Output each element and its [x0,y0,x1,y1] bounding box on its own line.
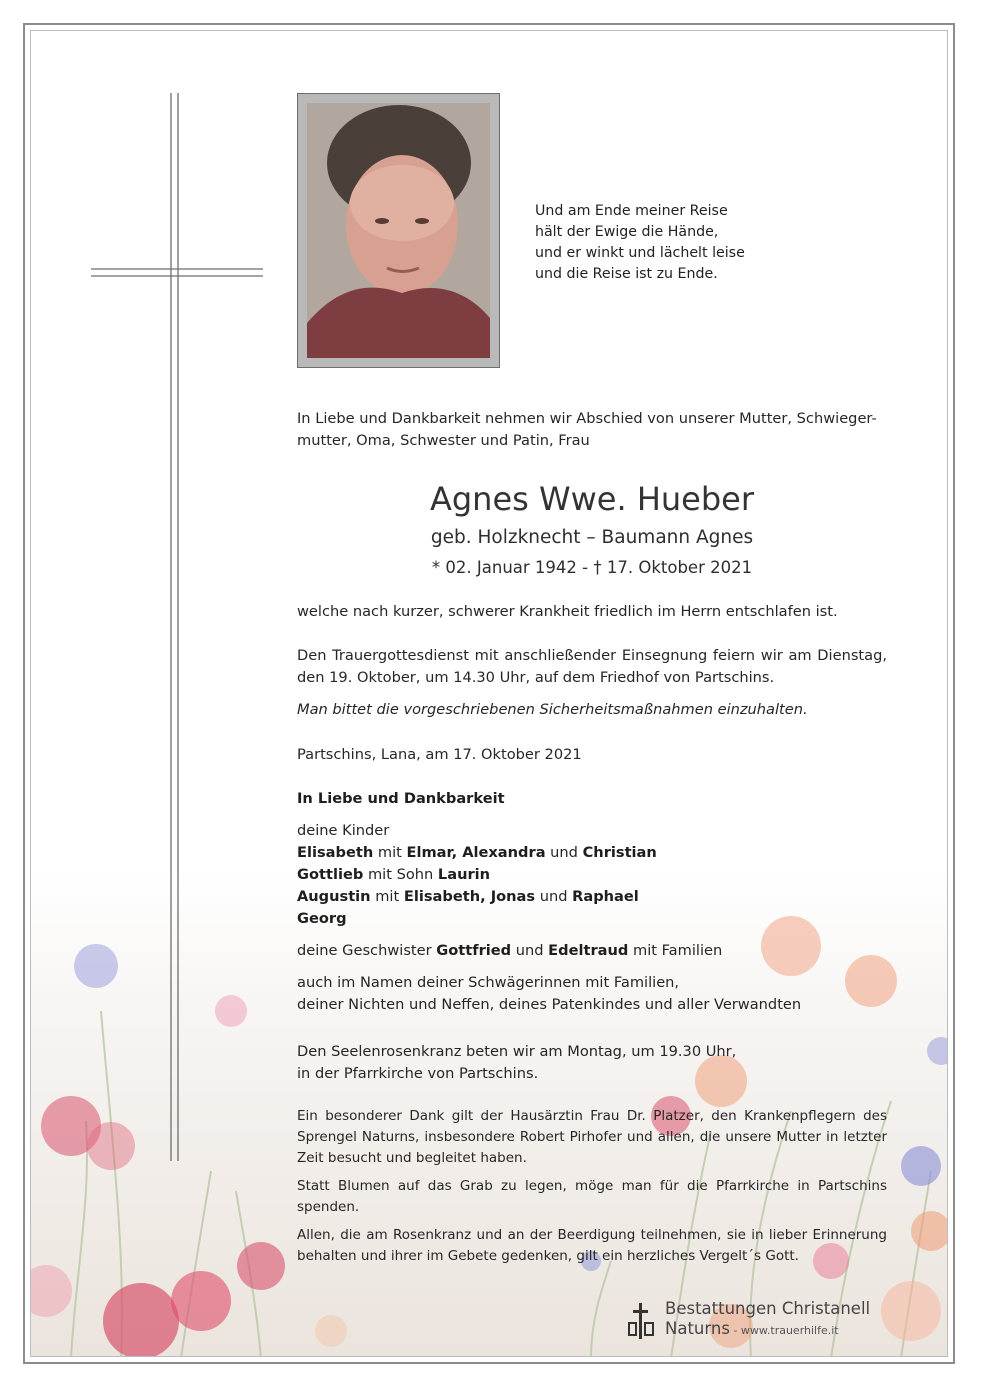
funeral-home-url[interactable]: - www.trauerhilfe.it [729,1324,839,1337]
safety-note: Man bittet die vorgeschriebenen Sicherheitsmaßnahmen einzuhalten. [297,701,808,718]
rosary-text [297,1041,887,1085]
child-row [297,886,887,908]
mourners-list [297,788,887,1016]
connector: mit [373,844,407,861]
poem [535,201,795,285]
flowers-text: Statt Blumen auf das Grab zu legen, möge man für die Pfarrkirche in Partschins spenden. [297,1178,887,1215]
funeral-home-subline [665,1319,839,1341]
funeral-home-emblem-icon [627,1303,655,1339]
funeral-home-name: Bestattungen Christanell [665,1299,871,1318]
relatives-line: deiner Nichten und Neffen, deines Patenkindes und aller Verwandten [297,996,802,1013]
mourners-heading [297,788,887,810]
service-text: Den Trauergottesdienst mit anschließender Einsegnung feiern wir am Dienstag, den 19. Oktober, um 14.30 Uhr, auf dem Friedhof von Partschins. [297,647,887,686]
child-row [297,864,887,886]
connector: und [545,844,583,861]
relatives-line: auch im Namen deiner Schwägerinnen mit Familien, [297,974,680,991]
place-date: Partschins, Lana, am 17. Oktober 2021 [297,746,582,763]
passing-text: welche nach kurzer, schwerer Krankheit friedlich im Herrn entschlafen ist. [297,603,838,620]
life-dates: * 02. Januar 1942 - † 17. Oktober 2021 [431,558,753,577]
rosary-line: Den Seelenrosenkranz beten wir am Montag, um 19.30 Uhr, [297,1043,737,1060]
funeral-home-logo [627,1299,927,1343]
child-name: Gottlieb [297,866,364,883]
connector: mit Familien [628,942,723,959]
intro-line: mutter, Oma, Schwester und Patin, Frau [297,432,590,449]
intro-text [297,408,887,452]
grandchild-name: Raphael [572,888,639,905]
portrait-image [307,103,490,358]
grandchild-name: Laurin [437,866,491,883]
child-name: Augustin [297,888,371,905]
connector: mit Sohn [363,866,438,883]
obituary-card [30,30,948,1357]
mourners-heading-text: In Liebe und Dankbarkeit [297,790,505,807]
connector: mit [370,888,404,905]
connector: deine Geschwister [297,942,437,959]
connector: und [511,942,549,959]
child-name: Elisabeth [297,844,374,861]
intro-line: In Liebe und Dankbarkeit nehmen wir Abschied von unserer Mutter, Schwieger- [297,410,877,427]
child-name: Georg [297,910,347,927]
portrait-frame [297,93,500,368]
child-row [297,842,887,864]
poem-line: Und am Ende meiner Reise [535,203,728,219]
poem-line: hält der Ewige die Hände, [535,224,719,240]
deceased-name: Agnes Wwe. Hueber [429,480,755,518]
portrait-photo [307,103,490,358]
partner-name: Elmar, Alexandra [406,844,546,861]
birth-name: geb. Holzknecht – Baumann Agnes [430,527,754,548]
child-row [297,908,887,930]
gratitude-text: Allen, die am Rosenkranz und an der Beerdigung teilnehmen, sie in lieber Erinnerung behalten und ihrer im Gebete gedenken, gilt ein herzliches Vergelt´s Gott. [297,1227,887,1264]
siblings-row [297,940,887,962]
rosary-line: in der Pfarrkirche von Partschins. [297,1065,539,1082]
poem-line: und er winkt und lächelt leise [535,245,745,261]
partner-name: Elisabeth, Jonas [403,888,536,905]
poem-line: und die Reise ist zu Ende. [535,266,718,282]
grandchild-name: Christian [582,844,657,861]
thanks-text: Ein besonderer Dank gilt der Hausärztin Frau Dr. Platzer, den Krankenpflegern des Sprengel Naturns, insbesondere Robert Pirhofer und allen, die unsere Mutter in letzter Zeit besucht und begleitet haben. [297,1108,887,1166]
funeral-home-town: Naturns [665,1319,730,1338]
connector: und [535,888,573,905]
children-label: deine Kinder [297,822,390,839]
sibling-name: Edeltraud [548,942,629,959]
sibling-name: Gottfried [436,942,512,959]
